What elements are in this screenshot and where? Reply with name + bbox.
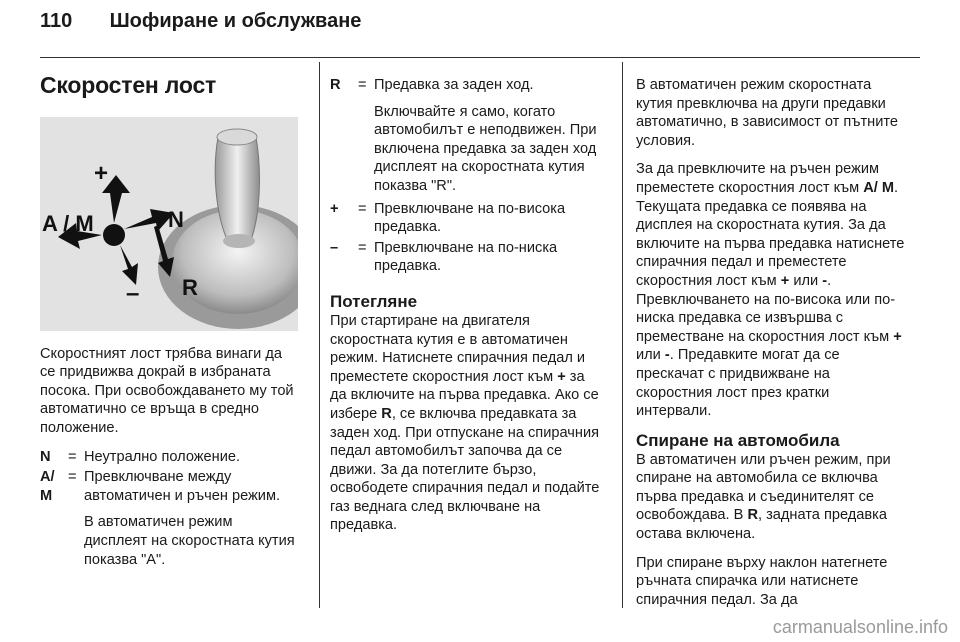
definition-text: Превключване на по-висока предавка. xyxy=(374,200,566,236)
definition-key: A/ M xyxy=(40,469,55,504)
r-note: Включвайте я само, когато автомобилът е неподвижен. При включена предавка за заден ход дисплеят на скоростната кутия показва "R". xyxy=(374,103,597,194)
auto-mode-paragraph: В автоматичен режим скоростната кутия превключва на други предавки автоматично, в зависимост от пътните условия. xyxy=(636,77,898,149)
definition-text: Превключване на по-ниска предавка. xyxy=(374,239,558,275)
text-run: При стартиране на двигателя скоростната кутия е в автоматичен режим. Натиснете спирачния педал и преместете скоростния лост към xyxy=(330,312,586,385)
definition-plus xyxy=(330,200,602,237)
column-divider-2 xyxy=(622,62,623,608)
page-number: 110 xyxy=(40,10,73,32)
text-run: . Текущата предавка се появява на дисплея на скоростната кутия. За да включите на първа предавка натиснете спирачния педал и преместете скоростния лост към xyxy=(636,179,905,289)
definition-r xyxy=(330,76,602,95)
definition-n xyxy=(40,448,298,467)
column-1 xyxy=(40,72,298,573)
definition-equals: = xyxy=(68,469,77,486)
key-minus: - xyxy=(664,347,670,364)
key-plus: + xyxy=(893,328,902,345)
page-header xyxy=(40,10,361,33)
key-minus: - xyxy=(822,272,828,289)
key-plus: + xyxy=(780,272,790,289)
section-title: Скоростен лост xyxy=(40,72,217,98)
intro-paragraph: Скоростният лост трябва винаги да се придвижва докрай в избраната посока. При освобождаването му той автоматично се връща в средно положение. xyxy=(40,345,294,436)
text-run: . Превключването на по-висока или по-ниска предавка се извършва с преместване на скоростния лост към xyxy=(636,272,896,345)
definition-key: N xyxy=(40,448,51,465)
definition-list xyxy=(330,76,602,276)
subheading-stopping: Спиране на автомобила xyxy=(636,430,840,450)
definition-list xyxy=(40,448,298,570)
header-divider xyxy=(40,57,920,58)
text-run: или xyxy=(636,347,665,364)
key-am: A/ M xyxy=(863,179,895,196)
gear-lever-drawing xyxy=(40,117,298,331)
definition-minus xyxy=(330,239,602,276)
text-run: . Предавките могат да се прескачат с придвижване на скоростния лост през кратки интервали. xyxy=(636,347,840,420)
label-r: R xyxy=(182,274,198,300)
definition-text: Превключване между автоматичен и ръчен режим. xyxy=(84,469,281,504)
definition-equals: = xyxy=(358,200,367,217)
chapter-title: Шофиране и обслужване xyxy=(109,10,362,32)
definition-text: Неутрално положение. xyxy=(84,448,241,465)
key-plus: + xyxy=(557,368,566,385)
definition-am xyxy=(40,468,298,505)
text-run: или xyxy=(789,272,823,289)
definition-equals: = xyxy=(358,77,367,93)
definition-key: R xyxy=(330,77,341,93)
key-r: R xyxy=(381,405,392,422)
column-3 xyxy=(636,76,908,619)
column-divider-1 xyxy=(319,62,320,608)
definition-equals: = xyxy=(68,448,77,465)
watermark: carmanualsonline.info xyxy=(772,617,948,637)
definition-text: Предавка за заден ход. xyxy=(374,77,534,93)
stopping-paragraph xyxy=(636,451,908,544)
label-n: N xyxy=(168,206,184,232)
definition-key: – xyxy=(330,239,339,256)
manual-mode-paragraph xyxy=(636,160,908,420)
slope-paragraph: При спиране върху наклон натегнете ръчната спирачка или натиснете спирачния педал. За да xyxy=(636,554,888,608)
text-run: за да включите на първа предавка. Ако се избере xyxy=(330,368,599,422)
definition-key: + xyxy=(330,200,339,217)
text-run: В автоматичен или ръчен режим, при спиране на автомобила се включва първа предавка и съединителят се освобождава. В xyxy=(636,451,891,524)
definition-equals: = xyxy=(358,239,367,256)
column-2 xyxy=(330,76,602,545)
key-r: R xyxy=(747,507,758,524)
label-minus: – xyxy=(126,279,140,307)
text-run: За да превключите на ръчен режим преместете скоростния лост към xyxy=(636,161,880,196)
gear-lever-illustration xyxy=(40,117,298,331)
subheading-starting: Потегляне xyxy=(330,291,418,311)
label-am: A / M xyxy=(42,210,94,236)
starting-paragraph xyxy=(330,312,602,535)
text-run: , се включва предавката за заден ход. При отпускане на спирачния педал автомобилът започва да се движи. За да потеглите бързо, освободете спирачния педал и подайте газ веднага след включване на предавка. xyxy=(330,405,600,534)
text-run: , задната предавка остава включена. xyxy=(636,507,887,543)
am-note: В автоматичен режим дисплеят на скоростната кутия показва "A". xyxy=(84,514,295,568)
label-plus: + xyxy=(94,159,109,187)
